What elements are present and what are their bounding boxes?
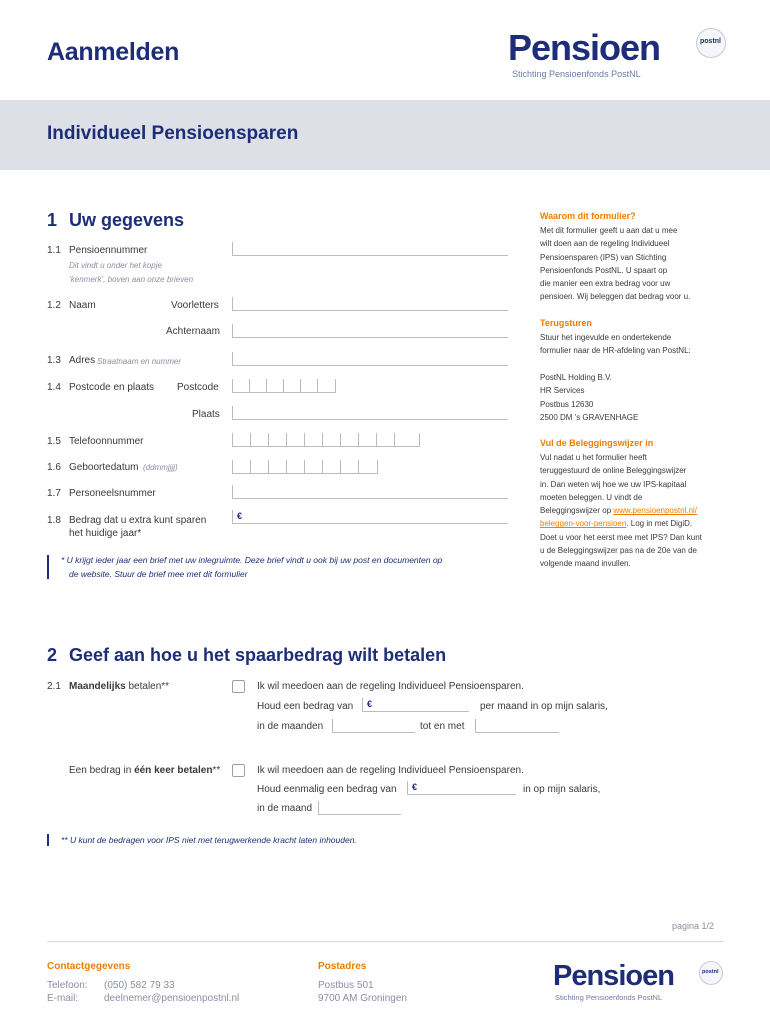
section-1-title: Uw gegevens (69, 210, 185, 230)
contact-heading: Contactgegevens (47, 961, 131, 972)
personeelsnummer-field[interactable] (232, 485, 508, 499)
logo-wordmark: Pensioen (508, 27, 661, 68)
month-from-field[interactable] (332, 719, 415, 733)
months-label: in de maanden (257, 721, 324, 732)
monthly-amount-field[interactable] (362, 698, 469, 712)
achternaam-field[interactable] (232, 324, 508, 338)
postadres-heading: Postadres (318, 961, 367, 972)
item-number: 1.7 (47, 488, 61, 499)
monthly-amount-suffix: per maand in op mijn salaris, (480, 701, 608, 712)
sidebar-heading-beleggingswijzer: Vul de Beleggingswijzer in (540, 438, 654, 448)
header-logo (508, 28, 728, 83)
form-title: Individueel Pensioensparen (47, 123, 299, 144)
geboortedatum-label: Geboortedatum (69, 462, 139, 473)
eenmalig-month-label: in de maand (257, 803, 313, 814)
geboortedatum-hint: (ddmmjjjj) (143, 463, 178, 472)
page-number: pagina 1/2 (672, 921, 715, 931)
logo-wordmark: Pensioen (553, 960, 674, 992)
beleggingswijzer-link[interactable]: beleggen-voor-pensioen (540, 519, 627, 529)
eenmalig-option-text: Ik wil meedoen aan de regeling Individueel Pensioensparen. (257, 765, 524, 776)
sidebar-text-terugsturen: Stuur het ingevulde en ondertekende formulier naar de HR-afdeling van PostNL: (540, 333, 691, 356)
pensioennummer-hint: ‘kenmerk’, boven aan onze brieven (69, 275, 194, 284)
return-address: PostNL Holding B.V. HR Services Postbus 12630 2500 DM 's GRAVENHAGE (540, 373, 639, 422)
item-number: 1.2 (47, 300, 61, 311)
eenmalig-amount-field[interactable] (407, 781, 516, 795)
eenmalig-checkbox[interactable] (232, 764, 245, 777)
bedrag-field[interactable] (232, 510, 508, 524)
terugwerkende-kracht-note: ** U kunt de bedragen voor IPS niet met terugwerkende kracht laten inhouden. (61, 835, 357, 845)
euro-sign: € (412, 782, 418, 792)
sidebar-text-waarom: Met dit formulier geeft u aan dat u mee wilt doen aan de regeling Individueel Pensioensparen (IPS) van Stichting Pensioenfonds PostNL. U spaart op die manier een extra bedrag voor uw pensioen. Wij beleggen dat bedrag voor u. (540, 226, 691, 302)
postcode-label: Postcode (177, 382, 219, 393)
month-to-field[interactable] (475, 719, 559, 733)
voorletters-label: Voorletters (171, 300, 219, 311)
item-number: 2.1 (47, 681, 61, 692)
badge-text: postnl (700, 38, 721, 45)
euro-sign: € (367, 699, 373, 709)
maandelijks-checkbox[interactable] (232, 680, 245, 693)
personeelsnummer-label: Personeelsnummer (69, 488, 156, 499)
logo-subtitle: Stichting Pensioenfonds PostNL (555, 993, 663, 1002)
page-title: Aanmelden (47, 38, 180, 66)
sidebar-text-beleggingswijzer: Vul nadat u het formulier heeft teruggestuurd de online Beleggingswijzer in. Dan weten wij hoe we uw IPS-kapitaal moeten beleggen. U vindt de Beleggingswijzer op www.pensioenpostnl.nl/ beleggen-voor-pensioen. Log in met DigiD. Doet u voor het eerst mee met IPS? Dan kunt u de Beleggingswijzer pas na de 20e van de volgende maand invullen. (540, 453, 702, 569)
bedrag-label: Bedrag dat u extra kunt sparen (69, 515, 207, 526)
monthly-amount-label: Houd een bedrag van (257, 701, 354, 712)
adres-label: Adres (69, 355, 96, 366)
item-number: 1.1 (47, 245, 61, 256)
sidebar-heading-terugsturen: Terugsturen (540, 318, 592, 328)
pensioennummer-field[interactable] (232, 242, 508, 256)
footer-logo (553, 960, 728, 1005)
section-1-number: 1 (47, 210, 58, 230)
postcode-field[interactable] (232, 379, 342, 393)
beleggingswijzer-link[interactable]: www.pensioenpostnl.nl/ (613, 506, 697, 516)
item-number: 1.5 (47, 436, 61, 447)
adres-hint: Straatnaam en nummer (97, 357, 182, 366)
section-2-title: Geef aan hoe u het spaarbedrag wilt betalen (69, 645, 447, 665)
note-bar (47, 555, 49, 579)
postnl-badge-icon (699, 961, 723, 985)
bedrag-label: het huidige jaar* (69, 528, 142, 539)
maandelijks-label: Maandelijks betalen** (69, 681, 170, 692)
email-label: E-mail: (47, 993, 79, 1004)
postnl-badge-icon (696, 28, 726, 58)
pensioennummer-label: Pensioennummer (69, 245, 148, 256)
section-2-number: 2 (47, 645, 58, 665)
eenmalig-label: Een bedrag in één keer betalen** (69, 765, 221, 776)
postadres-line: Postbus 501 (318, 980, 374, 991)
geboortedatum-field[interactable] (232, 460, 382, 474)
item-number: 1.3 (47, 355, 61, 366)
naam-label: Naam (69, 300, 96, 311)
adres-field[interactable] (232, 352, 508, 366)
item-number: 1.6 (47, 462, 61, 473)
phone-value: (050) 582 79 33 (104, 980, 175, 991)
postadres-line: 9700 AM Groningen (318, 993, 407, 1004)
phone-label: Telefoon: (47, 980, 88, 991)
inlegruimte-note: de website. Stuur de brief mee met dit formulier (69, 569, 248, 579)
postcode-plaats-label: Postcode en plaats (69, 382, 155, 393)
plaats-label: Plaats (192, 409, 220, 420)
eenmalig-amount-label: Houd eenmalig een bedrag van (257, 784, 397, 795)
maandelijks-option-text: Ik wil meedoen aan de regeling Individueel Pensioensparen. (257, 681, 524, 692)
pensioennummer-hint: Dit vindt u onder het kopje (69, 261, 162, 270)
sidebar-heading-waarom: Waarom dit formulier? (540, 211, 636, 221)
email-value[interactable]: deelnemer@pensioenpostnl.nl (104, 993, 240, 1004)
telefoon-field[interactable] (232, 433, 420, 447)
eenmalig-month-field[interactable] (318, 801, 401, 815)
item-number: 1.4 (47, 382, 61, 393)
tot-en-met-label: tot en met (420, 721, 465, 732)
telefoon-label: Telefoonnummer (69, 436, 144, 447)
plaats-field[interactable] (232, 406, 508, 420)
eenmalig-amount-suffix: in op mijn salaris, (523, 784, 601, 795)
logo-subtitle: Stichting Pensioenfonds PostNL (512, 69, 641, 79)
inlegruimte-note: * U krijgt ieder jaar een brief met uw inlegruimte. Deze brief vindt u ook bij uw post en documenten op (61, 555, 443, 565)
voorletters-field[interactable] (232, 297, 508, 311)
achternaam-label: Achternaam (166, 326, 220, 337)
footer-divider (47, 941, 724, 942)
note-bar (47, 834, 49, 846)
badge-text: postnl (702, 969, 719, 975)
euro-sign: € (237, 511, 243, 521)
item-number: 1.8 (47, 515, 61, 526)
